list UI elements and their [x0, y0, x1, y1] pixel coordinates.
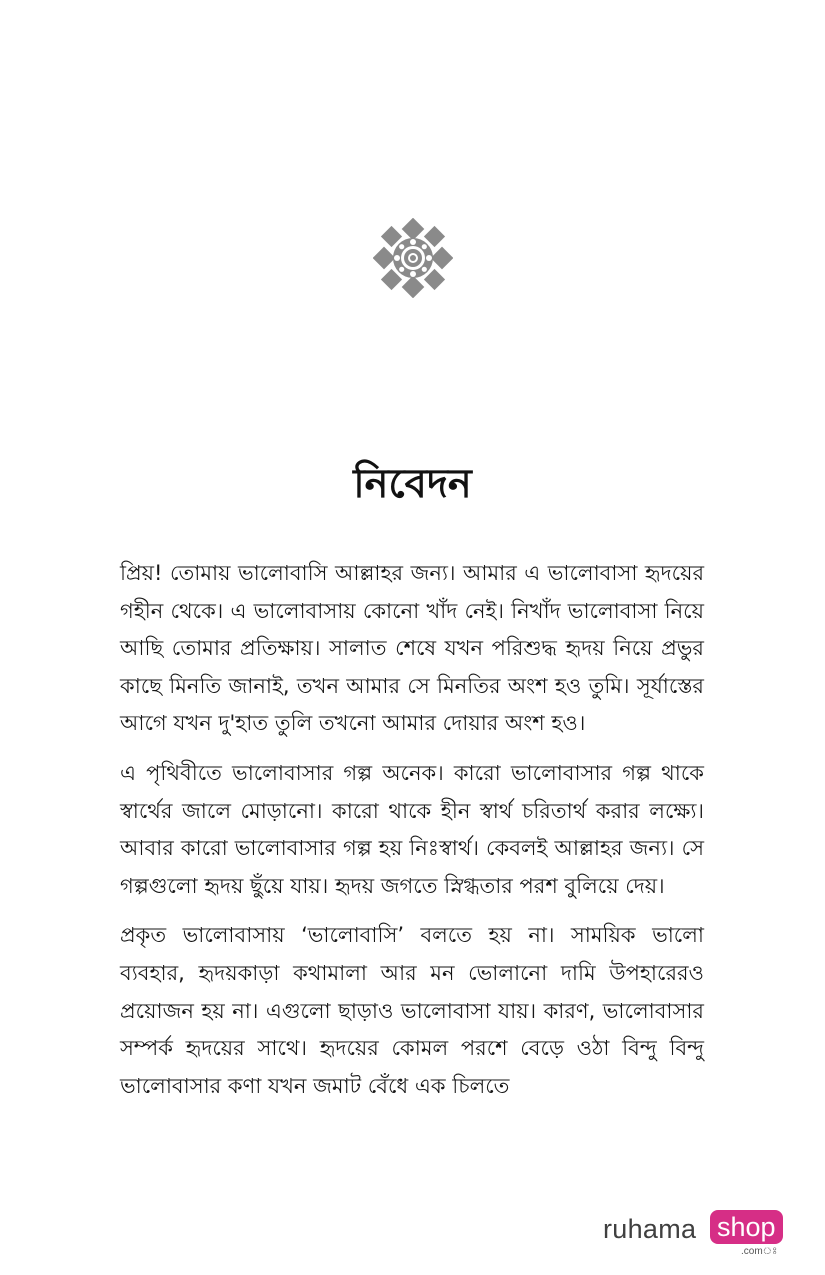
logo-brand-text: ruhama [603, 1214, 697, 1244]
paragraph: প্রিয়! তোমায় ভালোবাসি আল্লাহর জন্য। আমার এ ভালোবাসা হৃদয়ের গহীন থেকে। এ ভালোবাসায় কোনো খাঁদ নেই। নিখাঁদ ভালোবাসা নিয়ে আছি তোমার প্রতিক্ষায়। সালাত শেষে যখন পরিশুদ্ধ হৃদয় নিয়ে প্রভুর কাছে মিনতি জানাই, তখন আমার সে মিনতির অংশ হও তুমি। সূর্যাস্তের আগে যখন দু'হাত তুলি তখনো আমার দোয়ার অংশ হও। [120, 561, 704, 736]
paragraph: প্রকৃত ভালোবাসায় ‘ভালোবাসি’ বলতে হয় না। সাময়িক ভালো ব্যবহার, হৃদয়কাড়া কথামালা আর মন ভোলানো দামি উপহারেরও প্রয়োজন হয় না। এগুলো ছাড়াও ভালোবাসা যায়। কারণ, ভালোবাসার সম্পর্ক হৃদয়ের সাথে। হৃদয়ের কোমল পরশে বেড়ে ওঠা বিন্দু বিন্দু ভালোবাসার কণা যখন জমাট বেঁধে এক চিলতে [120, 923, 704, 1098]
ruhamashop-watermark-logo [603, 1206, 793, 1256]
flower-ornament-icon [373, 218, 453, 298]
paragraph: এ পৃথিবীতে ভালোবাসার গল্প অনেক। কারো ভালোবাসার গল্প থাকে স্বার্থের জালে মোড়ানো। কারো থাকে হীন স্বার্থ চরিতার্থ করার লক্ষ্যে। আবার কারো ভালোবাসার গল্প হয় নিঃস্বার্থ। কেবলই আল্লাহর জন্য। সে গল্পগুলো হৃদয় ছুঁয়ে যায়। হৃদয় জগতে স্নিগ্ধতার পরশ বুলিয়ে দেয়। [120, 760, 704, 898]
body-text [120, 555, 704, 1117]
logo-shop-text: shop [717, 1212, 776, 1242]
chapter-title: নিবেদন [353, 460, 472, 507]
logo-shop-badge [710, 1210, 783, 1244]
logo-domain-suffix: .comঃ [741, 1246, 778, 1257]
